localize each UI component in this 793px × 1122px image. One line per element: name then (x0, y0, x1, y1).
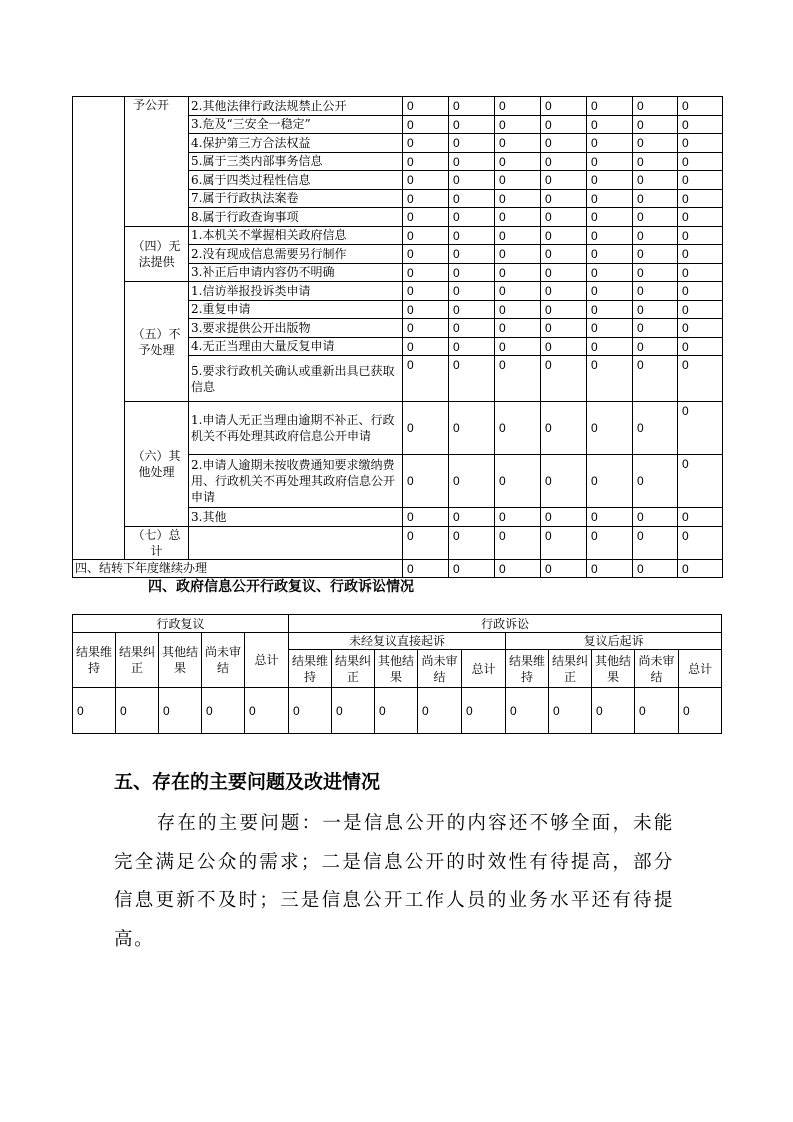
value-cell: 0 (495, 508, 541, 527)
value-cell: 0 (449, 508, 495, 527)
item-label: 2.其他法律行政法规禁止公开 (189, 97, 403, 116)
value-cell: 0 (587, 455, 633, 508)
value-cell: 0 (403, 189, 449, 208)
carry-value: 0 (678, 559, 723, 578)
value-cell: 0 (449, 455, 495, 508)
after-col-1: 结果维持 (506, 650, 549, 688)
value-cell: 0 (495, 402, 541, 455)
value-cell: 0 (403, 455, 449, 508)
value-cell: 0 (495, 226, 541, 245)
value-cell: 0 (495, 319, 541, 338)
item-label: 3.要求提供公开出版物 (189, 319, 403, 338)
review-col-1: 结果维持 (73, 633, 116, 688)
value-cell: 0 (495, 282, 541, 301)
value-cell: 0 (403, 282, 449, 301)
review-value: 0 (159, 688, 202, 734)
value-cell: 0 (633, 508, 678, 527)
value-cell: 0 (495, 263, 541, 282)
carry-value: 0 (449, 559, 495, 578)
review-col-3: 其他结果 (159, 633, 202, 688)
value-cell: 0 (449, 226, 495, 245)
value-cell: 0 (678, 455, 723, 508)
value-cell: 0 (678, 508, 723, 527)
item-label: 4.无正当理由大量反复申请 (189, 337, 403, 356)
value-cell: 0 (541, 300, 587, 319)
value-cell: 0 (495, 134, 541, 153)
item-label: 7.属于行政执法案卷 (189, 189, 403, 208)
value-cell: 0 (403, 115, 449, 134)
value-cell: 0 (541, 189, 587, 208)
after-header: 复议后起诉 (506, 633, 722, 650)
after-value: 0 (592, 688, 635, 734)
item-label: 3.危及“三安全一稳定” (189, 115, 403, 134)
after-value: 0 (679, 688, 722, 734)
direct-value: 0 (289, 688, 332, 734)
after-value: 0 (549, 688, 592, 734)
value-cell: 0 (495, 455, 541, 508)
group-label: （四）无法提供 (125, 226, 189, 282)
value-cell: 0 (678, 282, 723, 301)
group-label: （六）其他处理 (125, 402, 189, 527)
item-label: 2.申请人逾期未按收费通知要求缴纳费用、行政机关不再处理其政府信息公开申请 (189, 455, 403, 508)
value-cell: 0 (633, 455, 678, 508)
disposal-table (72, 96, 723, 578)
value-cell: 0 (678, 208, 723, 227)
value-cell: 0 (541, 134, 587, 153)
value-cell: 0 (587, 134, 633, 153)
item-label: 5.要求行政机关确认或重新出具已获取信息 (189, 356, 403, 402)
section5-title: 五、存在的主要问题及改进情况 (114, 771, 381, 793)
value-cell: 0 (541, 263, 587, 282)
value-cell: 0 (449, 134, 495, 153)
value-cell: 0 (495, 300, 541, 319)
direct-value: 0 (462, 688, 506, 734)
value-cell: 0 (449, 171, 495, 190)
after-col-4: 尚未审结 (635, 650, 679, 688)
value-cell: 0 (633, 282, 678, 301)
item-label: 3.其他 (189, 508, 403, 527)
value-cell: 0 (495, 171, 541, 190)
value-cell: 0 (633, 356, 678, 402)
total-blank (189, 526, 403, 559)
value-cell: 0 (587, 402, 633, 455)
direct-col-5: 总计 (462, 650, 506, 688)
value-cell: 0 (633, 189, 678, 208)
total-value: 0 (678, 526, 723, 559)
item-label: 6.属于四类过程性信息 (189, 171, 403, 190)
value-cell: 0 (678, 337, 723, 356)
carry-value: 0 (403, 559, 449, 578)
value-cell: 0 (587, 152, 633, 171)
value-cell: 0 (678, 171, 723, 190)
after-col-2: 结果纠正 (549, 650, 592, 688)
value-cell: 0 (633, 319, 678, 338)
value-cell: 0 (633, 226, 678, 245)
value-cell: 0 (678, 115, 723, 134)
value-cell: 0 (678, 319, 723, 338)
section4-title: 四、政府信息公开行政复议、行政诉讼情况 (148, 579, 414, 595)
group-label: （五）不予处理 (125, 282, 189, 402)
value-cell: 0 (541, 402, 587, 455)
value-cell: 0 (541, 337, 587, 356)
direct-col-2: 结果纠正 (332, 650, 375, 688)
left-margin-cell (73, 97, 125, 560)
value-cell: 0 (633, 97, 678, 116)
value-cell: 0 (587, 300, 633, 319)
item-label: 5.属于三类内部事务信息 (189, 152, 403, 171)
value-cell: 0 (633, 115, 678, 134)
value-cell: 0 (587, 189, 633, 208)
value-cell: 0 (678, 402, 723, 455)
value-cell: 0 (495, 189, 541, 208)
value-cell: 0 (403, 134, 449, 153)
value-cell: 0 (403, 508, 449, 527)
item-label: 1.本机关不掌握相关政府信息 (189, 226, 403, 245)
value-cell: 0 (633, 337, 678, 356)
direct-value: 0 (332, 688, 375, 734)
value-cell: 0 (403, 245, 449, 264)
value-cell: 0 (541, 97, 587, 116)
review-litigation-table (72, 614, 722, 734)
value-cell: 0 (449, 263, 495, 282)
value-cell: 0 (541, 282, 587, 301)
value-cell: 0 (449, 189, 495, 208)
after-value: 0 (506, 688, 549, 734)
direct-header: 未经复议直接起诉 (289, 633, 506, 650)
value-cell: 0 (403, 319, 449, 338)
total-value: 0 (587, 526, 633, 559)
value-cell: 0 (678, 300, 723, 319)
review-value: 0 (245, 688, 289, 734)
value-cell: 0 (678, 245, 723, 264)
value-cell: 0 (495, 337, 541, 356)
value-cell: 0 (587, 356, 633, 402)
value-cell: 0 (495, 152, 541, 171)
value-cell: 0 (495, 356, 541, 402)
value-cell: 0 (587, 245, 633, 264)
value-cell: 0 (541, 356, 587, 402)
review-value: 0 (202, 688, 245, 734)
value-cell: 0 (587, 337, 633, 356)
value-cell: 0 (403, 152, 449, 171)
value-cell: 0 (633, 134, 678, 153)
section5-paragraph-text: 存在的主要问题：一是信息公开的内容还不够全面，未能完全满足公众的需求；二是信息公开的时效性有待提高，部分信息更新不及时；三是信息公开工作人员的业务水平还有待提高。 (114, 813, 674, 950)
item-label: 8.属于行政查询事项 (189, 208, 403, 227)
value-cell: 0 (633, 245, 678, 264)
value-cell: 0 (449, 282, 495, 301)
total-value: 0 (541, 526, 587, 559)
value-cell: 0 (633, 171, 678, 190)
after-col-3: 其他结果 (592, 650, 635, 688)
after-col-5: 总计 (679, 650, 722, 688)
direct-col-1: 结果维持 (289, 650, 332, 688)
value-cell: 0 (633, 300, 678, 319)
review-header: 行政复议 (73, 615, 289, 633)
total-value: 0 (449, 526, 495, 559)
value-cell: 0 (587, 171, 633, 190)
review-col-4: 尚未审结 (202, 633, 245, 688)
value-cell: 0 (541, 115, 587, 134)
value-cell: 0 (495, 208, 541, 227)
total-label: （七）总计 (125, 526, 189, 559)
value-cell: 0 (541, 508, 587, 527)
direct-col-3: 其他结果 (375, 650, 418, 688)
value-cell: 0 (495, 115, 541, 134)
value-cell: 0 (587, 226, 633, 245)
value-cell: 0 (587, 263, 633, 282)
direct-value: 0 (418, 688, 462, 734)
carry-value: 0 (633, 559, 678, 578)
value-cell: 0 (403, 356, 449, 402)
value-cell: 0 (633, 152, 678, 171)
review-value: 0 (73, 688, 116, 734)
value-cell: 0 (541, 208, 587, 227)
value-cell: 0 (449, 152, 495, 171)
value-cell: 0 (541, 152, 587, 171)
carry-value: 0 (495, 559, 541, 578)
value-cell: 0 (678, 134, 723, 153)
value-cell: 0 (678, 226, 723, 245)
carry-label: 四、结转下年度继续办理 (73, 559, 403, 578)
value-cell: 0 (587, 282, 633, 301)
total-value: 0 (633, 526, 678, 559)
value-cell: 0 (541, 171, 587, 190)
value-cell: 0 (449, 97, 495, 116)
item-label: 1.信访举报投诉类申请 (189, 282, 403, 301)
value-cell: 0 (541, 226, 587, 245)
value-cell: 0 (449, 402, 495, 455)
value-cell: 0 (541, 245, 587, 264)
value-cell: 0 (403, 337, 449, 356)
value-cell: 0 (587, 208, 633, 227)
value-cell: 0 (495, 97, 541, 116)
section5-paragraph (114, 805, 674, 959)
value-cell: 0 (403, 208, 449, 227)
value-cell: 0 (633, 263, 678, 282)
total-value: 0 (495, 526, 541, 559)
value-cell: 0 (495, 245, 541, 264)
value-cell: 0 (541, 455, 587, 508)
litigation-header: 行政诉讼 (289, 615, 722, 633)
value-cell: 0 (403, 226, 449, 245)
value-cell: 0 (449, 208, 495, 227)
value-cell: 0 (678, 97, 723, 116)
carry-value: 0 (541, 559, 587, 578)
after-value: 0 (635, 688, 679, 734)
value-cell: 0 (403, 171, 449, 190)
value-cell: 0 (633, 208, 678, 227)
value-cell: 0 (587, 115, 633, 134)
group-label: 予公开 (125, 97, 189, 227)
value-cell: 0 (403, 402, 449, 455)
value-cell: 0 (403, 263, 449, 282)
value-cell: 0 (587, 97, 633, 116)
value-cell: 0 (449, 319, 495, 338)
review-col-5: 总计 (245, 633, 289, 688)
total-value: 0 (403, 526, 449, 559)
value-cell: 0 (449, 300, 495, 319)
value-cell: 0 (449, 115, 495, 134)
review-col-2: 结果纠正 (116, 633, 159, 688)
value-cell: 0 (587, 508, 633, 527)
value-cell: 0 (587, 319, 633, 338)
value-cell: 0 (678, 189, 723, 208)
item-label: 4.保护第三方合法权益 (189, 134, 403, 153)
review-value: 0 (116, 688, 159, 734)
value-cell: 0 (403, 300, 449, 319)
value-cell: 0 (633, 402, 678, 455)
value-cell: 0 (449, 356, 495, 402)
value-cell: 0 (678, 152, 723, 171)
value-cell: 0 (678, 356, 723, 402)
value-cell: 0 (678, 263, 723, 282)
direct-value: 0 (375, 688, 418, 734)
value-cell: 0 (541, 319, 587, 338)
value-cell: 0 (449, 245, 495, 264)
direct-col-4: 尚未审结 (418, 650, 462, 688)
item-label: 2.重复申请 (189, 300, 403, 319)
item-label: 3.补正后申请内容仍不明确 (189, 263, 403, 282)
item-label: 1.申请人无正当理由逾期不补正、行政机关不再处理其政府信息公开申请 (189, 402, 403, 455)
value-cell: 0 (449, 337, 495, 356)
carry-value: 0 (587, 559, 633, 578)
value-cell: 0 (403, 97, 449, 116)
item-label: 2.没有现成信息需要另行制作 (189, 245, 403, 264)
